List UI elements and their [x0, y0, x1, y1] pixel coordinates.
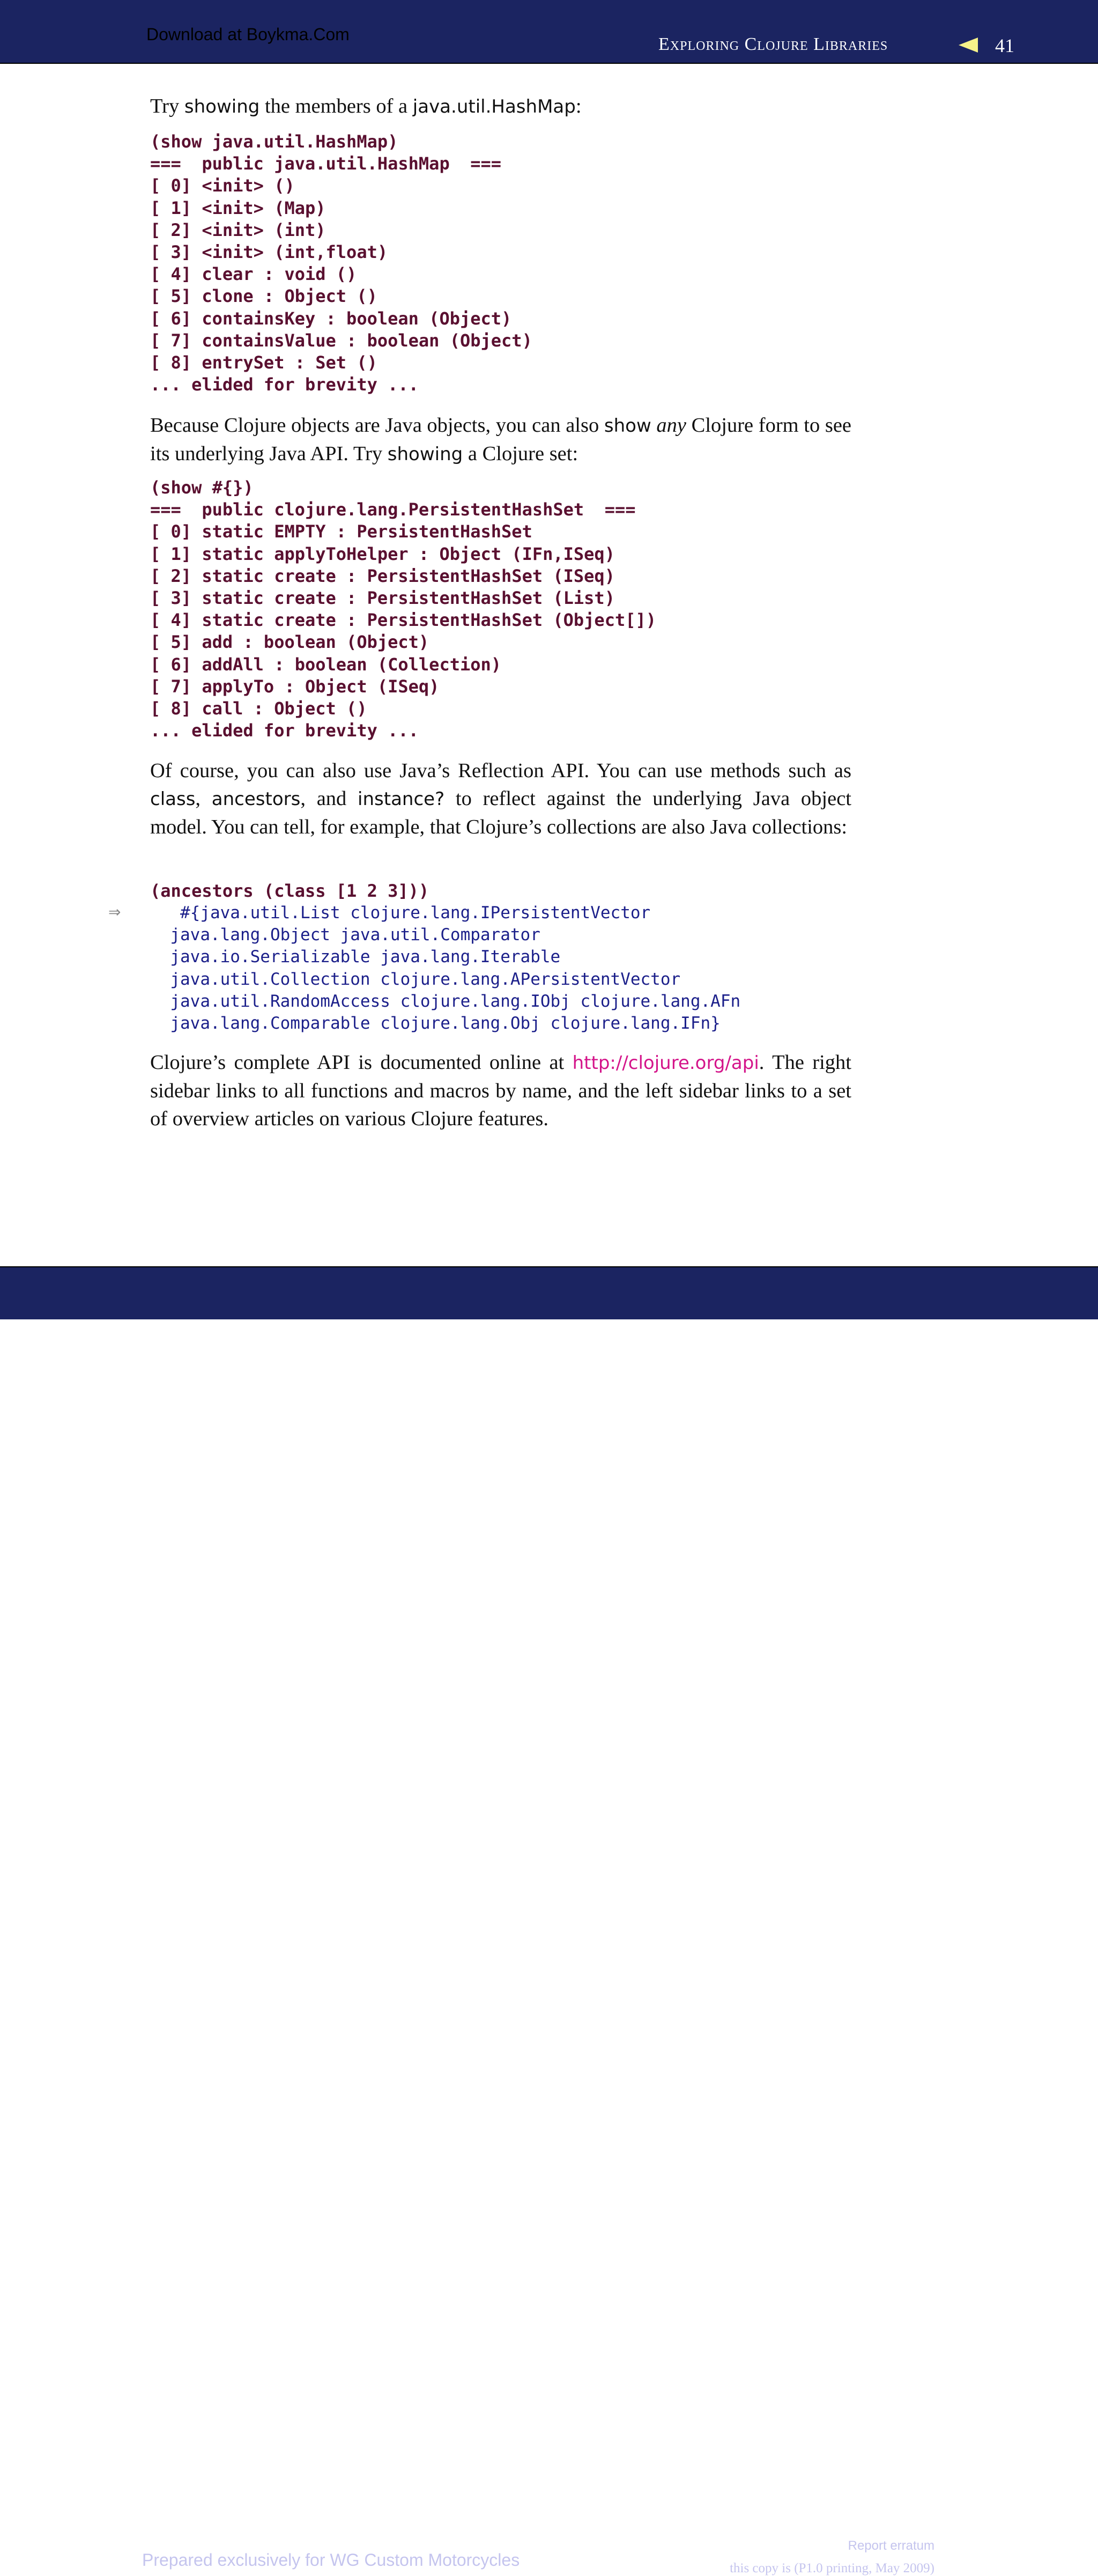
text-run: Clojure’s complete API is documented online at	[150, 1051, 573, 1074]
inline-code: showing	[387, 444, 463, 465]
report-erratum-link[interactable]: Report erratum	[848, 2538, 934, 2553]
inline-code: instance?	[358, 788, 445, 810]
paragraph-clojure-objects	[150, 411, 851, 468]
text-run: , and	[300, 787, 358, 810]
text-run: . The right sidebar links to all functions and macros by name, and the left sidebar links to a set of overview articles on various Clojure features.	[150, 1051, 852, 1130]
text-run	[651, 414, 657, 437]
text-run: a Clojure set:	[463, 442, 578, 465]
prepared-for-note: Prepared exclusively for WG Custom Motorcycles	[142, 2550, 520, 2570]
text-run: :	[575, 95, 582, 117]
inline-code: ancestors	[211, 788, 301, 810]
text-run: ,	[195, 787, 212, 810]
code-result-ancestors: #{java.util.List clojure.lang.IPersistentVector java.lang.Object java.util.Comparator java.io.Serializable java.lang.Iterable java.util.Collection clojure.lang.APersistentVector java.util.RandomAccess clojure.lang.IObj clojure.lang.AFn java.lang.Comparable clojure.lang.Obj clojure.lang.IFn}	[170, 903, 741, 1034]
text-run: Because Clojure objects are Java objects, you can also	[150, 414, 604, 437]
inline-code: class	[150, 788, 196, 810]
text-run: Clojure form to see its underlying Java API. Try	[150, 414, 852, 465]
result-arrow-icon: ⇒	[108, 903, 121, 921]
back-arrow-icon[interactable]	[959, 38, 978, 53]
download-note: Download at Boykma.Com	[146, 25, 350, 44]
code-block-hashset: (show #{}) === public clojure.lang.PersistentHashSet === [ 0] static EMPTY : PersistentHashSet [ 1] static applyToHelper : Object (IFn,ISeq) [ 2] static create : PersistentHashSet (ISeq) [ 3] static create : PersistentHashSet (List) [ 4] static create : PersistentHashSet (Object[]) [ 5] add : boolean (Object) [ 6] addAll : boolean (Collection) [ 7] applyTo : Object (ISeq) [ 8] call : Object () ... elided for brevity ...	[150, 477, 657, 741]
code-block-ancestors: (ancestors (class [1 2 3]))	[150, 881, 429, 901]
paragraph-intro	[150, 92, 851, 121]
paragraph-api-docs	[150, 1049, 851, 1133]
text-run: to reflect against the underlying Java object model. You can tell, for example, that Clojure’s collections are also Java collections:	[150, 787, 851, 838]
printing-info: this copy is (P1.0 printing, May 2009)	[730, 2561, 934, 2575]
text-run: Of course, you can also use Java’s Reflection API. You can use methods such as	[150, 759, 851, 782]
page-header	[0, 0, 1098, 64]
paragraph-reflection	[150, 757, 851, 841]
code-block-hashmap: (show java.util.HashMap) === public java.util.HashMap === [ 0] <init> () [ 1] <init> (Map) [ 2] <init> (int) [ 3] <init> (int,float) [ 4] clear : void () [ 5] clone : Object () [ 6] containsKey : boolean (Object) [ 7] containsValue : boolean (Object) [ 8] entrySet : Set () ... elided for brevity ...	[150, 131, 532, 395]
page-number: 41	[995, 35, 1014, 56]
api-link[interactable]: http://clojure.org/api	[572, 1052, 759, 1074]
page-footer	[0, 1266, 1098, 2575]
inline-code: java.util.HashMap	[412, 96, 576, 117]
inline-code: showing	[184, 96, 260, 117]
inline-code: show	[604, 415, 651, 437]
running-head: Exploring Clojure Libraries	[658, 34, 888, 54]
text-run: Try	[150, 95, 184, 117]
text-run: the members of a	[259, 95, 413, 117]
emphasis: any	[656, 414, 686, 437]
